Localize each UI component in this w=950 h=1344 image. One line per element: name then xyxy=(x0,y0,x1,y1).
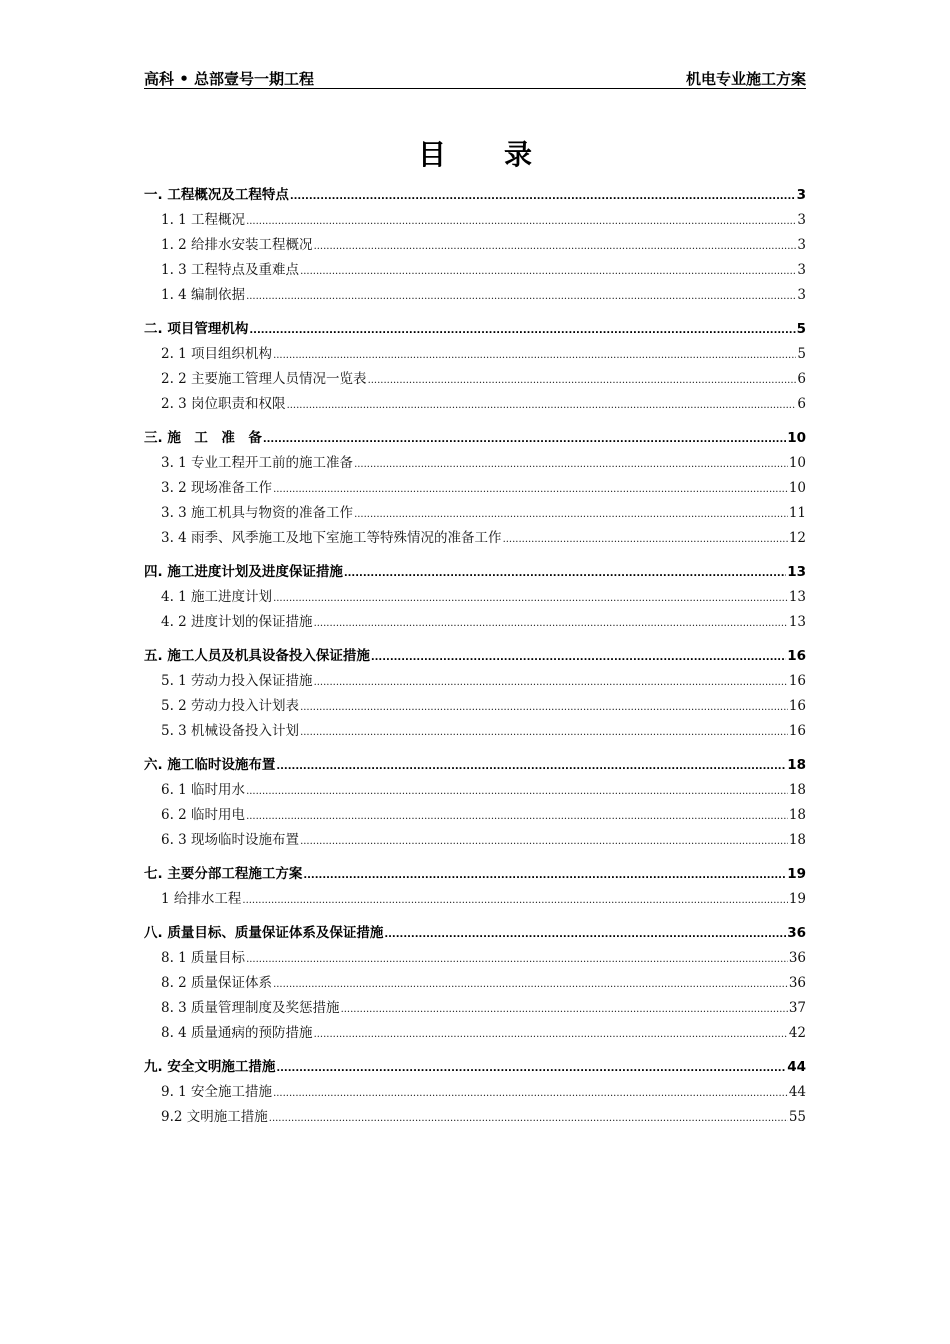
toc-chapter-entry[interactable] xyxy=(144,921,806,946)
toc-section-entry[interactable] xyxy=(144,887,806,912)
toc-page-number: 10 xyxy=(788,480,806,496)
toc-dot-leader xyxy=(368,368,797,393)
toc-page-number: 10 xyxy=(787,430,806,446)
toc-chapter-entry[interactable] xyxy=(144,753,806,778)
toc-dot-leader xyxy=(273,1081,788,1106)
toc-entry-title: 8. 1 质量目标 xyxy=(161,950,246,966)
toc-entry-title: 9.2 文明施工措施 xyxy=(161,1109,268,1125)
toc-section-entry[interactable] xyxy=(144,585,806,610)
toc-page-number: 6 xyxy=(797,371,806,387)
toc-dot-leader xyxy=(341,997,788,1022)
toc-entry-title: 5. 3 机械设备投入计划 xyxy=(161,723,300,739)
toc-dot-leader xyxy=(246,947,788,972)
toc-page-number: 3 xyxy=(797,237,806,253)
toc-section-entry[interactable] xyxy=(144,669,806,694)
toc-page-number: 18 xyxy=(788,782,806,798)
toc-section-entry[interactable] xyxy=(144,501,806,526)
toc-dot-leader xyxy=(300,695,788,720)
toc-dot-leader xyxy=(303,863,786,888)
toc-page-number: 44 xyxy=(787,1059,806,1075)
toc-page-number: 44 xyxy=(788,1084,806,1100)
toc-chapter-entry[interactable] xyxy=(144,317,806,342)
toc-page-number: 6 xyxy=(797,396,806,412)
toc-page-number: 5 xyxy=(797,346,806,362)
toc-dot-leader xyxy=(273,343,796,368)
toc-section-entry[interactable] xyxy=(144,451,806,476)
toc-entry-title: 八. 质量目标、质量保证体系及保证措施 xyxy=(144,925,384,941)
toc-dot-leader xyxy=(384,922,786,947)
toc-section-entry[interactable] xyxy=(144,778,806,803)
toc-entry-title: 9. 1 安全施工措施 xyxy=(161,1084,273,1100)
toc-entry-title: 五. 施工人员及机具设备投入保证措施 xyxy=(144,648,370,664)
toc-entry-title: 2. 2 主要施工管理人员情况一览表 xyxy=(161,371,367,387)
toc-page-number: 18 xyxy=(787,757,806,773)
toc-section-entry[interactable] xyxy=(144,996,806,1021)
toc-entry-title: 一. 工程概况及工程特点 xyxy=(144,187,289,203)
toc-page-number: 16 xyxy=(788,673,806,689)
toc-page-number: 36 xyxy=(788,975,806,991)
toc-section-entry[interactable] xyxy=(144,1105,806,1130)
toc-entry-title: 6. 2 临时用电 xyxy=(161,807,246,823)
toc-section-entry[interactable] xyxy=(144,694,806,719)
toc-section-entry[interactable] xyxy=(144,1021,806,1046)
toc-page-number: 13 xyxy=(788,614,806,630)
toc-section-entry[interactable] xyxy=(144,828,806,853)
toc-entry-title: 3. 1 专业工程开工前的施工准备 xyxy=(161,455,354,471)
toc-chapter-entry[interactable] xyxy=(144,862,806,887)
toc-chapter-entry[interactable] xyxy=(144,183,806,208)
toc-entry-title: 3. 3 施工机具与物资的准备工作 xyxy=(161,505,354,521)
toc-chapter-entry[interactable] xyxy=(144,560,806,585)
toc-dot-leader xyxy=(371,645,786,670)
toc-page-number: 37 xyxy=(788,1000,806,1016)
toc-section-entry[interactable] xyxy=(144,526,806,551)
toc-dot-leader xyxy=(246,209,796,234)
toc-dot-leader xyxy=(344,561,786,586)
toc-page-number: 19 xyxy=(787,866,806,882)
toc-section-entry[interactable] xyxy=(144,946,806,971)
toc-entry-title: 1. 3 工程特点及重难点 xyxy=(161,262,300,278)
toc-dot-leader xyxy=(246,804,788,829)
toc-section-entry[interactable] xyxy=(144,719,806,744)
toc-dot-leader xyxy=(249,318,795,343)
toc-dot-leader xyxy=(276,1056,786,1081)
toc-dot-leader xyxy=(354,502,788,527)
toc-entry-title: 四. 施工进度计划及进度保证措施 xyxy=(144,564,343,580)
toc-entry-title: 8. 3 质量管理制度及奖惩措施 xyxy=(161,1000,340,1016)
toc-page-number: 13 xyxy=(787,564,806,580)
toc-page-number: 36 xyxy=(787,925,806,941)
toc-entry-title: 1. 4 编制依据 xyxy=(161,287,246,303)
toc-page-number: 5 xyxy=(796,321,806,337)
toc-entry-title: 6. 3 现场临时设施布置 xyxy=(161,832,300,848)
toc-section-entry[interactable] xyxy=(144,233,806,258)
toc-dot-leader xyxy=(273,477,788,502)
toc-page-number: 19 xyxy=(788,891,806,907)
toc-chapter-entry[interactable] xyxy=(144,426,806,451)
toc-entry-title: 4. 2 进度计划的保证措施 xyxy=(161,614,313,630)
toc-entry-title: 1 给排水工程 xyxy=(161,891,242,907)
toc-page-number: 18 xyxy=(788,807,806,823)
toc-entry-title: 二. 项目管理机构 xyxy=(144,321,249,337)
toc-section-entry[interactable] xyxy=(144,208,806,233)
toc-entry-title: 三. 施 工 准 备 xyxy=(144,430,262,446)
toc-entry-title: 九. 安全文明施工措施 xyxy=(144,1059,276,1075)
toc-page-number: 3 xyxy=(797,287,806,303)
toc-title: 目录 xyxy=(417,138,590,171)
toc-entry-title: 六. 施工临时设施布置 xyxy=(144,757,276,773)
toc-section-entry[interactable] xyxy=(144,803,806,828)
toc-page-number: 42 xyxy=(788,1025,806,1041)
toc-section-entry[interactable] xyxy=(144,283,806,308)
toc-dot-leader xyxy=(290,184,796,209)
toc-entry-title: 七. 主要分部工程施工方案 xyxy=(144,866,303,882)
toc-dot-leader xyxy=(300,829,788,854)
toc-section-entry[interactable] xyxy=(144,1080,806,1105)
toc-dot-leader xyxy=(273,586,788,611)
page-header xyxy=(144,66,806,89)
toc-section-entry[interactable] xyxy=(144,392,806,417)
toc-entry-title: 5. 1 劳动力投入保证措施 xyxy=(161,673,313,689)
toc-dot-leader xyxy=(242,888,787,913)
toc-dot-leader xyxy=(246,779,788,804)
toc-entry-title: 1. 1 工程概况 xyxy=(161,212,246,228)
toc-entry-title: 4. 1 施工进度计划 xyxy=(161,589,273,605)
toc-dot-leader xyxy=(263,427,786,452)
header-document-name: 机电专业施工方案 xyxy=(685,70,806,88)
toc-dot-leader xyxy=(287,393,797,418)
toc-entry-title: 8. 2 质量保证体系 xyxy=(161,975,273,991)
toc-page-number: 3 xyxy=(797,262,806,278)
toc-page-number: 12 xyxy=(788,530,806,546)
toc-chapter-entry[interactable] xyxy=(144,1055,806,1080)
toc-section-entry[interactable] xyxy=(144,367,806,392)
toc-page-number: 11 xyxy=(788,505,806,521)
toc-dot-leader xyxy=(503,527,788,552)
toc-chapter-entry[interactable] xyxy=(144,644,806,669)
toc-section-entry[interactable] xyxy=(144,971,806,996)
toc-dot-leader xyxy=(314,670,788,695)
toc-entry-title: 6. 1 临时用水 xyxy=(161,782,246,798)
toc-page-number: 3 xyxy=(796,187,806,203)
toc-dot-leader xyxy=(314,234,797,259)
toc-dot-leader xyxy=(276,754,786,779)
toc-page-number: 3 xyxy=(797,212,806,228)
toc-section-entry[interactable] xyxy=(144,342,806,367)
toc-page-number: 16 xyxy=(788,698,806,714)
toc-entry-title: 3. 2 现场准备工作 xyxy=(161,480,273,496)
toc-entry-title: 8. 4 质量通病的预防措施 xyxy=(161,1025,313,1041)
toc-dot-leader xyxy=(246,284,796,309)
toc-entry-title: 2. 3 岗位职责和权限 xyxy=(161,396,286,412)
toc-page-number: 18 xyxy=(788,832,806,848)
toc-dot-leader xyxy=(354,452,788,477)
toc-entry-title: 2. 1 项目组织机构 xyxy=(161,346,273,362)
toc-dot-leader xyxy=(314,1022,788,1047)
header-project-name: 高科 • 总部壹号一期工程 xyxy=(144,70,315,88)
toc-entry-title: 3. 4 雨季、风季施工及地下室施工等特殊情况的准备工作 xyxy=(161,530,502,546)
toc-page-number: 16 xyxy=(787,648,806,664)
toc-page-number: 10 xyxy=(788,455,806,471)
toc-section-entry[interactable] xyxy=(144,476,806,501)
toc-section-entry[interactable] xyxy=(144,610,806,635)
toc-section-entry[interactable] xyxy=(144,258,806,283)
toc-page-number: 36 xyxy=(788,950,806,966)
toc-entry-title: 5. 2 劳动力投入计划表 xyxy=(161,698,300,714)
toc-dot-leader xyxy=(300,259,796,284)
toc-page-number: 13 xyxy=(788,589,806,605)
toc-dot-leader xyxy=(314,611,788,636)
toc-entry-title: 1. 2 给排水安装工程概况 xyxy=(161,237,313,253)
toc-dot-leader xyxy=(273,972,788,997)
toc-page-number: 55 xyxy=(788,1109,806,1125)
table-of-contents xyxy=(144,183,806,1130)
toc-dot-leader xyxy=(269,1106,788,1131)
toc-dot-leader xyxy=(300,720,788,745)
toc-page-number: 16 xyxy=(788,723,806,739)
